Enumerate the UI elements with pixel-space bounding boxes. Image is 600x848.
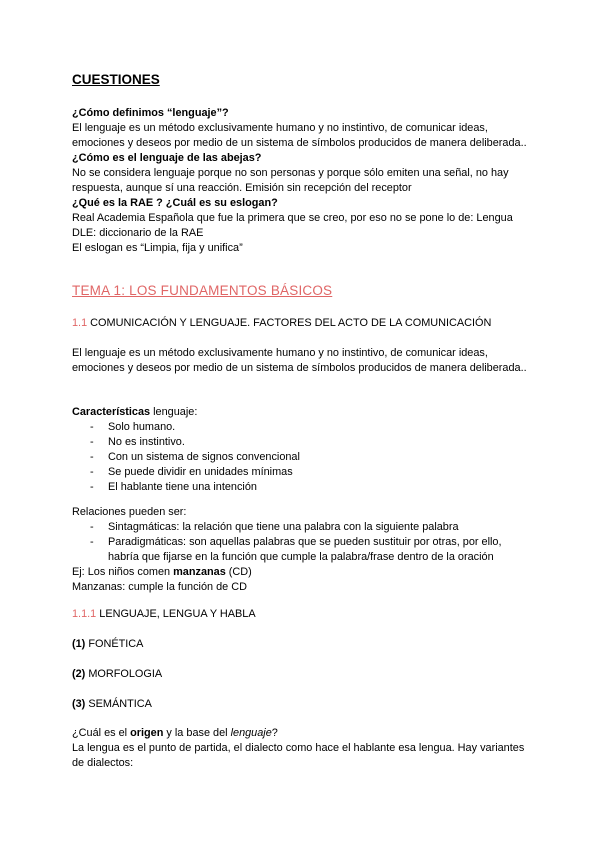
item-morfologia bbox=[72, 667, 532, 682]
question-2: ¿Cómo es el lenguaje de las abejas? bbox=[72, 152, 262, 164]
answer-3-line-1: Real Academia Española que fue la primera que se creo, por eso no se pone lo de: Lengua bbox=[72, 212, 513, 224]
relaciones-block bbox=[72, 505, 532, 595]
section-number: 1.1 bbox=[72, 317, 88, 329]
manzanas-line: Manzanas: cumple la función de CD bbox=[72, 581, 247, 593]
caracteristicas-list bbox=[72, 420, 532, 495]
cuestiones-block bbox=[72, 106, 532, 256]
item-semantica bbox=[72, 697, 532, 712]
relaciones-list bbox=[72, 520, 532, 565]
cuestiones-heading: CUESTIONES bbox=[72, 72, 160, 87]
example-line bbox=[72, 565, 532, 580]
question-3: ¿Qué es la RAE ? ¿Cuál es su eslogan? bbox=[72, 197, 278, 209]
item-fonetica bbox=[72, 637, 532, 652]
origen-pre: ¿Cuál es el bbox=[72, 727, 131, 739]
answer-3-line-2: DLE: diccionario de la RAE bbox=[72, 227, 204, 239]
caracteristicas-bold: Características bbox=[72, 406, 151, 418]
item-number: (2) bbox=[72, 668, 86, 680]
item-text: FONÉTICA bbox=[85, 638, 144, 650]
lengua-paragraph: La lengua es el punto de partida, el dialecto como hace el hablante esa lengua. Hay variantes de dialectos: bbox=[72, 742, 525, 769]
origen-italic: lenguaje bbox=[230, 727, 272, 739]
definition-paragraph: El lenguaje es un método exclusivamente humano y no instintivo, de comunicar ideas, emociones y deseos por medio de un sistema de símbolos producidos de manera deliberada.. bbox=[72, 347, 527, 374]
item-text: SEMÁNTICA bbox=[85, 698, 152, 710]
list-item: - Solo humano. bbox=[72, 420, 532, 435]
caracteristicas-heading bbox=[72, 405, 532, 420]
tema-heading: TEMA 1: LOS FUNDAMENTOS BÁSICOS bbox=[72, 283, 333, 298]
answer-2: No se considera lenguaje porque no son personas y porque sólo emiten una señal, no hay respuesta, aunque sí una reacción. Emisión sin recepción del receptor bbox=[72, 167, 509, 194]
answer-1: El lenguaje es un método exclusivamente humano y no instintivo, de comunicar ideas, emociones y deseos por medio de un sistema de símbolos producidos de manera deliberada.. bbox=[72, 122, 527, 149]
origen-question bbox=[72, 726, 532, 741]
section-number: 1.1.1 bbox=[72, 608, 97, 620]
origen-bold: origen bbox=[130, 727, 164, 739]
answer-3-line-3: El eslogan es “Limpia, fija y unifica” bbox=[72, 242, 243, 254]
list-item: - Con un sistema de signos convencional bbox=[72, 450, 532, 465]
list-item: - El hablante tiene una intención bbox=[72, 480, 532, 495]
relaciones-intro: Relaciones pueden ser: bbox=[72, 506, 187, 518]
origen-mid: y la base del bbox=[163, 727, 231, 739]
section-1-1-heading bbox=[72, 316, 532, 331]
list-item: - Sintagmáticas: la relación que tiene una palabra con la siguiente palabra bbox=[72, 520, 532, 535]
list-item: - Paradigmáticas: son aquellas palabras que se pueden sustituir por otras, por ello, habría que fijarse en la función que cumple la palabra/frase dentro de la oración bbox=[72, 535, 532, 565]
caracteristicas-block bbox=[72, 405, 532, 495]
example-bold: manzanas bbox=[173, 566, 226, 578]
list-item: - No es instintivo. bbox=[72, 435, 532, 450]
origen-block bbox=[72, 726, 532, 771]
section-title: LENGUAJE, LENGUA Y HABLA bbox=[96, 608, 256, 620]
example-post: (CD) bbox=[225, 566, 252, 578]
example-pre: Ej: Los niños comen bbox=[72, 566, 174, 578]
item-text: MORFOLOGIA bbox=[85, 668, 163, 680]
section-title: COMUNICACIÓN Y LENGUAJE. FACTORES DEL ACTO DE LA COMUNICACIÓN bbox=[87, 317, 492, 329]
list-item: - Se puede dividir en unidades mínimas bbox=[72, 465, 532, 480]
item-number: (3) bbox=[72, 698, 86, 710]
origen-post: ? bbox=[271, 727, 278, 739]
section-1-1-1-heading bbox=[72, 607, 532, 622]
question-1: ¿Cómo definimos “lenguaje”? bbox=[72, 107, 229, 119]
item-number: (1) bbox=[72, 638, 86, 650]
caracteristicas-rest: lenguaje: bbox=[150, 406, 198, 418]
